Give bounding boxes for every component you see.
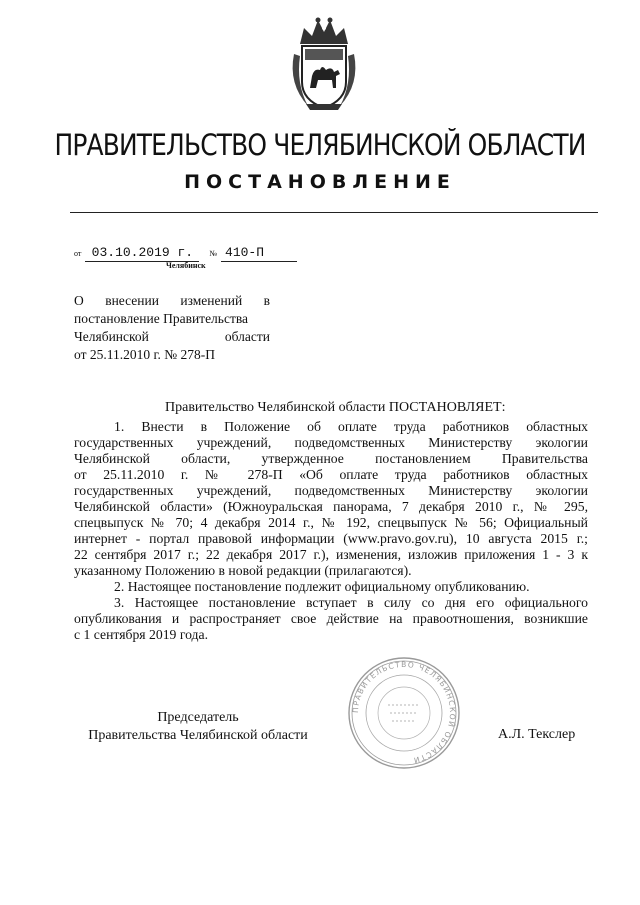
body-line: государственных учреждений, подведомственных Министерству экологии	[74, 483, 588, 498]
body-line: опубликования и распространяет свое действие на правоотношения, возникшие	[74, 611, 588, 626]
subject-line: от 25.11.2010 г. № 278-П	[74, 347, 215, 362]
coat-of-arms-emblem	[286, 14, 362, 114]
body-line: 2. Настоящее постановление подлежит официальному опубликованию.	[114, 579, 530, 594]
preamble: Правительство Челябинской области ПОСТАНОВЛЯЕТ:	[165, 400, 506, 415]
position-line: Правительства Челябинской области	[88, 728, 308, 743]
document-date: 03.10.2019 г.	[91, 245, 194, 260]
body-line: спецвыпуск № 70; 4 декабря 2014 г., № 192, спецвыпуск № 56; Официальный	[74, 515, 588, 530]
document-body	[74, 419, 588, 643]
city-label: Челябинск	[166, 261, 206, 270]
body-line: Челябинской области, утвержденное постановлением Правительства	[74, 451, 588, 466]
from-label: от	[74, 249, 82, 258]
signatory-name: А.Л. Текслер	[498, 727, 576, 742]
body-line: государственных учреждений, подведомственных Министерству экологии	[74, 435, 588, 450]
signatory-position	[80, 709, 316, 745]
body-line: от 25.11.2010 г. № 278-П «Об оплате труда работников областных	[74, 467, 588, 482]
stamp-ring-text: ПРАВИТЕЛЬСТВО ЧЕЛЯБИНСКОЙ ОБЛАСТИ	[350, 659, 458, 766]
date-number-line	[74, 243, 297, 262]
header-divider	[70, 212, 598, 213]
number-label: №	[209, 249, 218, 258]
body-line: 1. Внести в Положение об оплате труда работников областных	[114, 419, 588, 434]
document-subject	[74, 292, 270, 364]
body-line: интернет - портал правовой информации (www.pravo.gov.ru), 10 августа 2015 г.;	[74, 531, 588, 546]
body-line: 3. Настоящее постановление вступает в силу со дня его официального	[114, 595, 588, 610]
government-title: ПРАВИТЕЛЬСТВО ЧЕЛЯБИНСКОЙ ОБЛАСТИ	[54, 128, 586, 162]
body-line: с 1 сентября 2019 года.	[74, 627, 209, 642]
official-seal-stamp	[346, 655, 462, 771]
subject-line: постановление Правительства	[74, 311, 249, 326]
body-line: 22 сентября 2017 г.; 22 декабря 2017 г.), изменения, изложив приложения 1 - 3 к	[74, 547, 588, 562]
position-line: Председатель	[157, 710, 239, 725]
body-line: Челябинской области» (Южноуральская панорама, 7 декабря 2010 г., № 295,	[74, 499, 588, 514]
subject-line: О внесении изменений в	[74, 293, 270, 308]
subject-line: Челябинской области	[74, 329, 270, 344]
document-type-title: ПОСТАНОВЛЕНИЕ	[184, 171, 456, 193]
document-number: 410-П	[225, 245, 265, 260]
body-line: указанному Положению в новой редакции (прилагаются).	[74, 563, 412, 578]
